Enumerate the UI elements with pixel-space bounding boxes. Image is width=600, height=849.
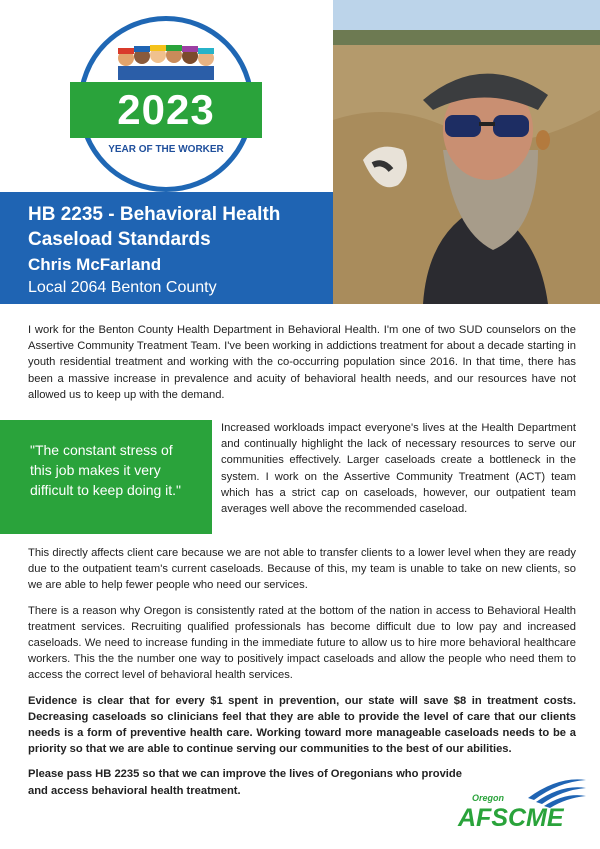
intro-paragraph xyxy=(28,322,576,412)
evidence-paragraph: Evidence is clear that for every $1 spent in prevention, our state will save $8 in treatment costs. Decreasing caseloads so clinicians feel that they are able to provide the level of care that our clients needs is a form of preventive health care. Working toward more manageable caseloads needs to be a priority so that we are able to continue serving our communities to the best of our abilities. xyxy=(28,694,576,756)
afscme-wordmark: AFSCME xyxy=(458,804,564,832)
closing-paragraph: Please pass HB 2235 so that we can improve the lives of Oregonians who provide and access behavioral health treatment. xyxy=(28,768,462,797)
logo-subtitle: YEAR OF THE WORKER xyxy=(108,144,224,155)
photo-illustration xyxy=(333,0,600,304)
page-title: HB 2235 - Behavioral Health Caseload Standards xyxy=(28,204,281,250)
pull-quote: "The constant stress of this job makes it very difficult to keep doing it." xyxy=(0,420,212,534)
workloads-paragraph: Increased workloads impact everyone's lives at the Health Department and continually highlight the lack of necessary resources to serve our communities effectively. Larger caseloads create a bottleneck in the system. I work on the Assertive Community Treatment (ACT) team which has a strict cap on caseloads, however, our outpatient team averages well above the recommended caseload. xyxy=(221,422,576,516)
afscme-region: Oregon xyxy=(472,793,505,803)
logo-year: 2023 xyxy=(70,82,262,138)
lower-content xyxy=(28,545,576,808)
author-local: Local 2064 Benton County xyxy=(28,279,217,296)
oregon-paragraph: There is a reason why Oregon is consistently rated at the bottom of the nation in access to Behavioral Health treatment services. Recruiting qualified professionals has become difficult due to low pay and increased caseloads. We need to increase funding in the immediate future to allow us to hire more behavioral healthcare workers. This the the number one way to positively impact caseloads and allow the people who need them to access the correct level of behavioral health services. xyxy=(28,604,576,682)
intro-text: I work for the Benton County Health Department in Behavioral Health. I'm one of two SUD counselors on the Assertive Community Treatment Team. I've been working in addictions treatment for about a decade starting in youth residential treatment and working with the co-occurring population since 2016. In that time, there has been a massive increase in prevalence and acuity of behavioral health needs, and our resources have not allowed us to keep up with the demand. xyxy=(28,324,576,401)
worker-photo xyxy=(333,0,600,304)
header xyxy=(0,0,600,304)
oregon-afscme-logo xyxy=(458,776,588,836)
year-of-worker-logo xyxy=(78,16,254,192)
author-name: Chris McFarland xyxy=(28,255,162,274)
title-box xyxy=(0,192,333,304)
client-care-paragraph: This directly affects client care because we are not able to transfer clients to a lower level when they are ready due to the outpatient team's current caseloads. Because of this, my team is unable to take on new clients, so we are able to help fewer people who need our services. xyxy=(28,547,576,592)
workers-illustration xyxy=(116,40,216,80)
